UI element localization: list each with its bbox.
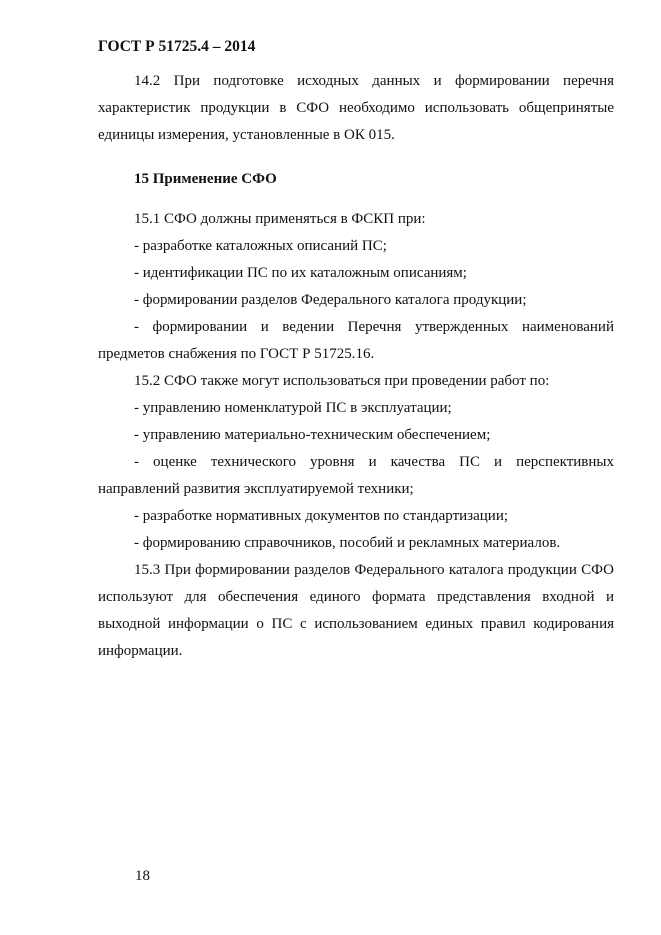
list-item: - формировании разделов Федерального каталога продукции; [134, 292, 527, 308]
section-heading-15: 15 Применение СФО [134, 171, 277, 187]
paragraph-15-3: 15.3 При формировании разделов Федерального каталога продукции СФО используют для обеспечения единого формата представления входной и выходной информации о ПС с использованием единых правил кодирования информации. [98, 562, 614, 659]
document-header: ГОСТ Р 51725.4 – 2014 [98, 38, 256, 55]
list-item: - управлению номенклатурой ПС в эксплуатации; [134, 400, 452, 416]
page-number: 18 [135, 868, 150, 884]
document-body [98, 68, 614, 665]
paragraph-15-2-intro: 15.2 СФО также могут использоваться при проведении работ по: [134, 373, 550, 389]
list-item: - разработке каталожных описаний ПС; [134, 238, 387, 254]
list-item: - разработке нормативных документов по стандартизации; [134, 508, 509, 524]
list-item: - формировании и ведении Перечня утвержденных наименований предметов снабжения по ГОСТ Р 51725.16. [98, 319, 614, 362]
list-item: - управлению материально-техническим обеспечением; [134, 427, 491, 443]
list-item: - оценке технического уровня и качества ПС и перспективных направлений развития эксплуатируемой техники; [98, 454, 614, 497]
list-item: - идентификации ПС по их каталожным описаниям; [134, 265, 467, 281]
paragraph-15-1-intro: 15.1 СФО должны применяться в ФСКП при: [134, 211, 426, 227]
list-item: - формированию справочников, пособий и рекламных материалов. [134, 535, 561, 551]
paragraph-14-2: 14.2 При подготовке исходных данных и формировании перечня характеристик продукции в СФО необходимо использовать общепринятые единицы измерения, установленные в ОК 015. [98, 73, 614, 143]
